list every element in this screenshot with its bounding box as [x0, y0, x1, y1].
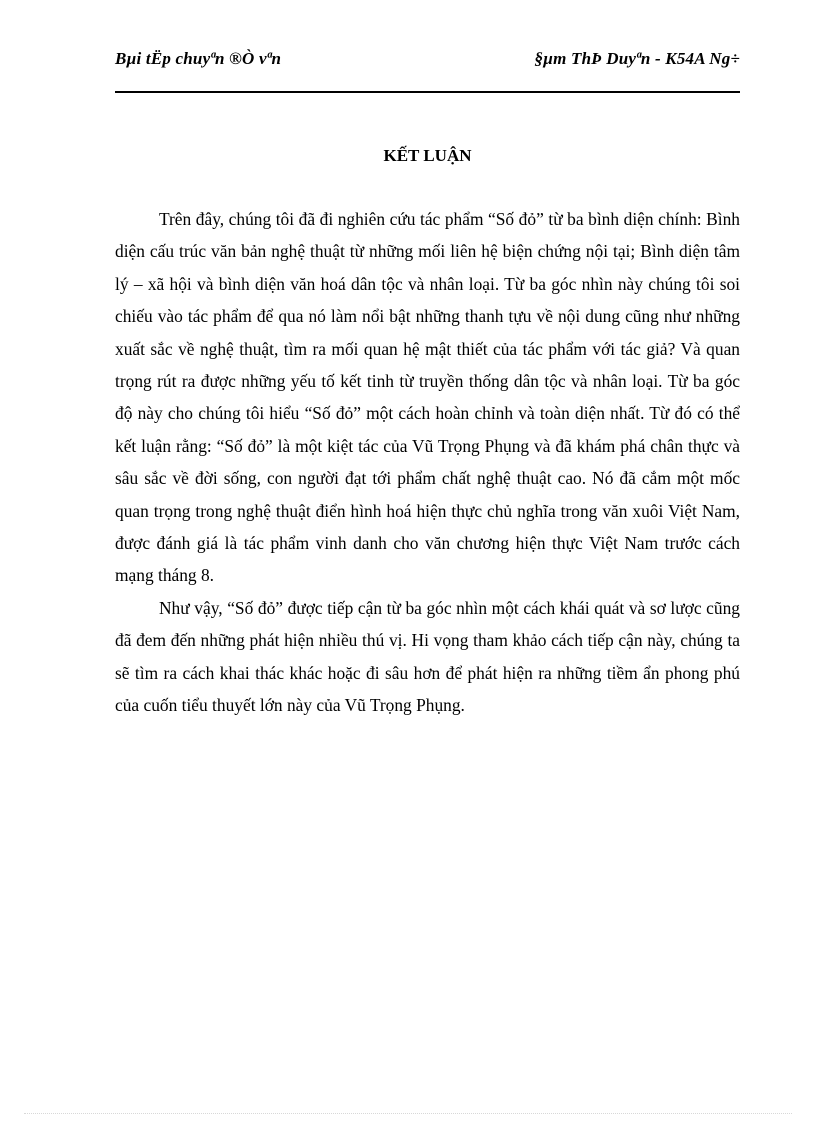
header-right-text: §µm ThÞ Duyªn - K54A Ng÷ — [534, 49, 740, 68]
document-body — [115, 203, 740, 722]
page-bottom-divider — [24, 1113, 792, 1114]
paragraph: Như vậy, “Số đỏ” được tiếp cận từ ba góc nhìn một cách khái quát và sơ lược cũng đã đem đến những phát hiện nhiều thú vị. Hi vọng tham khảo cách tiếp cận này, chúng ta sẽ tìm ra cách khai thác khác hoặc đi sâu hơn để phát hiện ra những tiềm ẩn phong phú của cuốn tiểu thuyết lớn này của Vũ Trọng Phụng. — [115, 597, 740, 716]
page-header — [115, 46, 740, 93]
paragraph: Trên đây, chúng tôi đã đi nghiên cứu tác phẩm “Số đỏ” từ ba bình diện chính: Bình diện cấu trúc văn bản nghệ thuật từ những mối liên hệ biện chứng nội tại; Bình diện tâm lý – xã hội và bình diện văn hoá dân tộc và nhân loại. Từ ba góc nhìn này chúng tôi soi chiếu vào tác phẩm để qua nó làm nổi bật những thanh tựu về nội dung cũng như những xuất sắc về nghệ thuật, tìm ra mối quan hệ mật thiết của tác phẩm với tác giả? Và quan trọng rút ra được những yếu tố kết tinh từ truyền thống dân tộc và nhân loại. Từ ba góc độ này cho chúng tôi hiểu “Số đỏ” một cách hoàn chỉnh và toàn diện nhất. Từ đó có thể kết luận rằng: “Số đỏ” là một kiệt tác của Vũ Trọng Phụng và đã khám phá chân thực và sâu sắc về đời sống, con người đạt tới phẩm chất nghệ thuật cao. Nó đã cắm một mốc quan trọng trong nghệ thuật điển hình hoá hiện thực chủ nghĩa trong văn xuôi Việt Nam, được đánh giá là tác phẩm vinh danh cho văn chương hiện thực Việt Nam trước cách mạng tháng 8. — [115, 209, 740, 586]
section-title: KẾT LUẬN — [383, 146, 472, 165]
header-left-text: Bµi tËp chuyªn ®Ò vªn — [115, 49, 282, 68]
